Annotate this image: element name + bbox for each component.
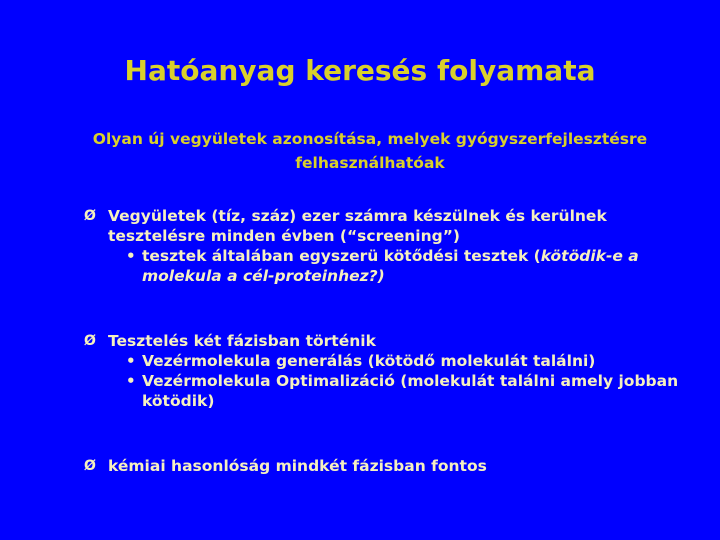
bullet-2-item xyxy=(86,331,706,351)
dot-bullet-icon: • xyxy=(126,247,136,265)
bullet-2-sub-2-text: Vezérmolekula Optimalizáció (molekulát találni amely jobban kötödik) xyxy=(142,372,679,410)
bullet-1-sub-1 xyxy=(86,246,706,286)
slide-subtitle: Olyan új vegyületek azonosítása, melyek gyógyszerfejlesztésre felhasználhatóak xyxy=(92,130,648,172)
dot-bullet-icon: • xyxy=(126,372,136,390)
slide-title: Hatóanyag keresés folyamata xyxy=(124,54,596,87)
bullet-2-sub-2 xyxy=(86,371,706,411)
bullet-2-sub-1-text: Vezérmolekula generálás (kötödő molekulát találni) xyxy=(142,352,596,370)
bullet-1-text: Vegyületek (tíz, száz) ezer számra készülnek és kerülnek tesztelésre minden évben (“screening”) xyxy=(108,207,607,245)
bullet-1-sub-1-italic: kötödik-e a molekula a cél-proteinhez?) xyxy=(142,247,639,285)
arrow-bullet-icon: Ø xyxy=(84,458,96,474)
arrow-bullet-icon: Ø xyxy=(84,333,96,349)
arrow-bullet-icon: Ø xyxy=(84,208,96,224)
bullet-1-item xyxy=(86,206,706,246)
bullet-2 xyxy=(86,331,706,411)
dot-bullet-icon: • xyxy=(126,352,136,370)
bullet-1 xyxy=(86,206,706,286)
bullet-2-sub-1 xyxy=(86,351,706,371)
bullet-1-sub-1-text: tesztek általában egyszerü kötődési tesztek ( xyxy=(142,247,541,265)
bullet-3 xyxy=(86,456,706,476)
bullet-3-text: kémiai hasonlóság mindkét fázisban fontos xyxy=(108,457,487,475)
bullet-3-item xyxy=(86,456,706,476)
bullet-2-text: Tesztelés két fázisban történik xyxy=(108,332,376,350)
